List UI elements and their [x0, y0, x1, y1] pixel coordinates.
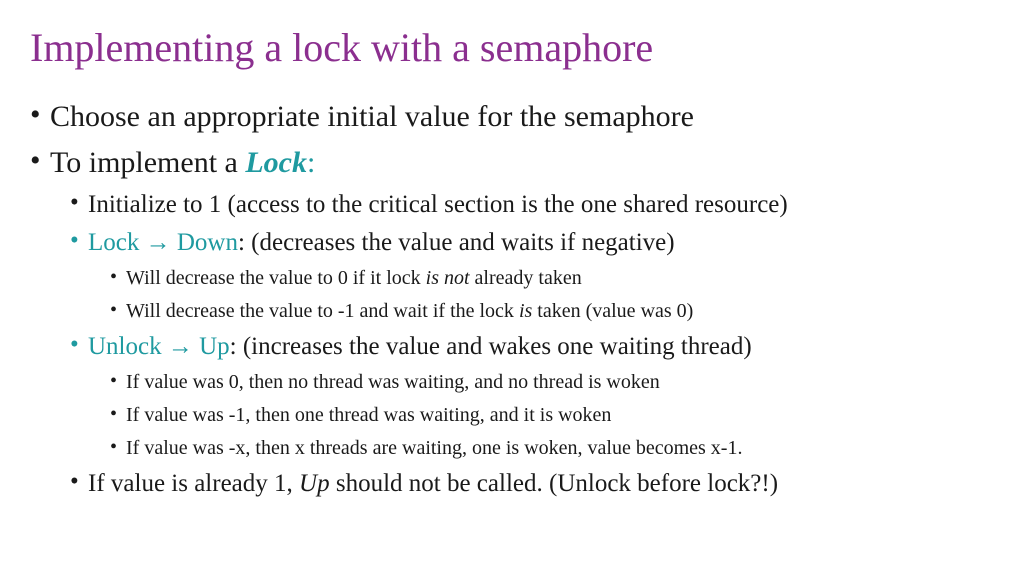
bullet-text-post: taken (value was 0) — [532, 300, 694, 322]
bullet-text-pre: If value is already 1, — [88, 470, 300, 497]
bullet-text-pre: Will decrease the value to -1 and wait if the lock — [126, 300, 519, 322]
bullet-text-post: should not be called. (Unlock before lock?!) — [329, 470, 779, 497]
bullet-choose-initial-value — [30, 100, 694, 134]
emphasis-is-not: is not — [425, 267, 470, 289]
bullet-marker: • — [30, 98, 41, 131]
bullet-decrease-to-minus-one — [110, 300, 693, 323]
bullet-marker: • — [70, 331, 79, 358]
bullet-already-one — [70, 470, 778, 498]
bullet-marker: • — [30, 144, 41, 177]
bullet-unlock-up — [70, 333, 752, 361]
bullet-text: Initialize to 1 (access to the critical section is the one shared resource) — [88, 191, 788, 218]
bullet-text-post: already taken — [469, 267, 582, 289]
bullet-marker: • — [110, 436, 118, 458]
bullet-value-was-zero — [110, 371, 660, 394]
bullet-value-was-minus-one — [110, 404, 611, 427]
bullet-text: If value was -1, then one thread was waiting, and it is woken — [126, 404, 612, 426]
bullet-text: Choose an appropriate initial value for the semaphore — [50, 100, 694, 133]
emphasis-up: Up — [299, 470, 330, 497]
bullet-marker: • — [70, 189, 79, 216]
emphasis-is: is — [518, 300, 533, 322]
unlock-up-label: Unlock → Up — [88, 333, 230, 360]
bullet-text: If value was 0, then no thread was waiting, and no thread is woken — [126, 371, 660, 393]
bullet-lock-down — [70, 229, 675, 257]
bullet-decrease-to-zero — [110, 267, 582, 290]
bullet-marker: • — [70, 468, 79, 495]
lock-down-description: : (decreases the value and waits if negative) — [237, 229, 675, 256]
bullet-text-pre: Will decrease the value to 0 if it lock — [126, 267, 426, 289]
bullet-marker: • — [110, 403, 118, 425]
bullet-marker: • — [110, 370, 118, 392]
slide-title: Implementing a lock with a semaphore — [30, 25, 654, 70]
bullet-marker: • — [70, 227, 79, 254]
bullet-implement-lock — [30, 146, 315, 180]
unlock-up-description: : (increases the value and wakes one waiting thread) — [229, 333, 752, 360]
bullet-text-prefix: To implement a — [50, 146, 246, 179]
bullet-initialize — [70, 191, 788, 219]
bullet-marker: • — [110, 299, 118, 321]
bullet-marker: • — [110, 266, 118, 288]
bullet-text: If value was -x, then x threads are waiting, one is woken, value becomes x-1. — [126, 437, 743, 459]
lock-down-label: Lock → Down — [88, 229, 238, 256]
lock-emphasis: Lock — [245, 146, 307, 179]
lock-colon: : — [307, 146, 316, 179]
bullet-value-was-minus-x — [110, 437, 742, 460]
